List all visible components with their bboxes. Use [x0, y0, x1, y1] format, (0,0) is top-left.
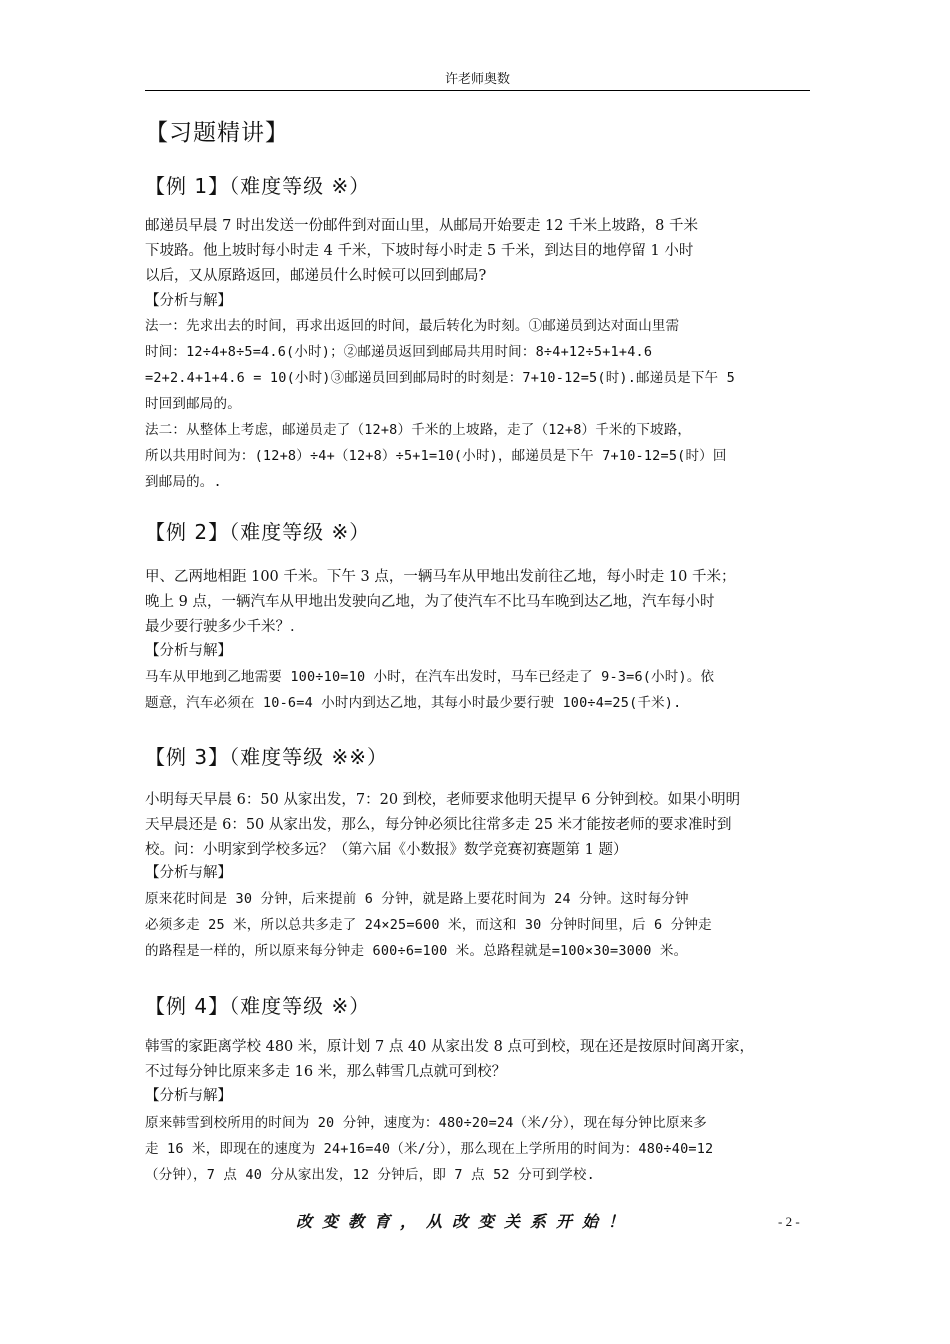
problem-line: 小明每天早晨 6：50 从家出发，7：20 到校，老师要求他明天提早 6 分钟到校。如果小明明 [145, 792, 741, 808]
page-header [145, 70, 810, 91]
example-3-solution [145, 886, 810, 964]
example-3-problem [145, 788, 810, 863]
example-1-problem [145, 214, 810, 289]
solution-line: 法一：先求出去的时间，再求出返回的时间，最后转化为时刻。①邮递员到达对面山里需 [145, 318, 680, 334]
problem-line: 韩雪的家距离学校 480 米，原计划 7 点 40 从家出发 8 点可到校，现在还是按原时间离开家， [145, 1039, 754, 1055]
example-4-problem [145, 1035, 810, 1085]
example-3-title: 【例 3】（难度等级 ※※） [145, 745, 388, 769]
solution-line: 时间：12÷4+8÷5=4.6(小时)；②邮递员返回到邮局共用时间：8÷4+12÷5+1+4.6 [145, 344, 653, 360]
problem-line: 下坡路。他上坡时每小时走 4 千米，下坡时每小时走 5 千米，到达目的地停留 1 小时 [145, 243, 694, 259]
solution-line: 题意，汽车必须在 10-6=4 小时内到达乙地，其每小时最少要行驶 100÷4=25(千米). [145, 695, 682, 711]
solution-line: 到邮局的。. [145, 474, 222, 490]
problem-line: 甲、乙两地相距 100 千米。下午 3 点，一辆马车从甲地出发前往乙地，每小时走 10 千米； [145, 569, 736, 585]
footer-slogan: 改变教育，从改变关系开始！ [296, 1212, 635, 1231]
problem-line: 以后，又从原路返回，邮递员什么时候可以回到邮局? [145, 268, 487, 284]
example-2-title: 【例 2】（难度等级 ※） [145, 520, 371, 544]
page-number: - 2 - [778, 1214, 800, 1229]
example-4-solution [145, 1110, 810, 1188]
problem-line: 校。问：小明家到学校多远？（第六届《小数报》数学竞赛初赛题第 1 题） [145, 842, 628, 858]
example-1-title: 【例 1】（难度等级 ※） [145, 174, 371, 198]
solution-line: 走 16 米，即现在的速度为 24+16=40（米/分），那么现在上学所用的时间为：480÷40=12 [145, 1141, 714, 1157]
solution-line: =2+2.4+1+4.6 = 10(小时)③邮递员回到邮局时的时刻是：7+10-12=5(时).邮递员是下午 5 [145, 370, 735, 386]
solution-line: 必须多走 25 米，所以总共多走了 24×25=600 米，而这和 30 分钟时间里，后 6 分钟走 [145, 917, 712, 933]
solution-line: 原来韩雪到校所用的时间为 20 分钟，速度为：480÷20=24（米/分），现在每分钟比原来多 [145, 1115, 707, 1131]
example-1-solution [145, 313, 810, 495]
problem-line: 最少要行驶多少千米？. [145, 619, 295, 635]
problem-line: 不过每分钟比原来多走 16 米，那么韩雪几点就可到校？ [145, 1064, 507, 1080]
problem-line: 天早晨还是 6：50 从家出发，那么，每分钟必须比往常多走 25 米才能按老师的要求准时到 [145, 817, 732, 833]
example-3-analysis-label: 【分析与解】 [145, 865, 232, 881]
solution-line: 所以共用时间为：(12+8）÷4+（12+8）÷5+1=10(小时)，邮递员是下午 7+10-12=5(时）回 [145, 448, 727, 464]
solution-line: 马车从甲地到乙地需要 100÷10=10 小时，在汽车出发时，马车已经走了 9-3=6(小时)。依 [145, 669, 715, 685]
example-2-problem [145, 565, 810, 640]
example-2-analysis-label: 【分析与解】 [145, 643, 232, 659]
example-4-title: 【例 4】（难度等级 ※） [145, 994, 371, 1018]
solution-line: 的路程是一样的，所以原来每分钟走 600÷6=100 米。总路程就是=100×30=3000 米。 [145, 943, 688, 959]
section-title: 【习题精讲】 [145, 120, 289, 146]
solution-line: 时回到邮局的。 [145, 396, 241, 412]
solution-line: 法二：从整体上考虑，邮递员走了（12+8）千米的上坡路，走了（12+8）千米的下坡路， [145, 422, 692, 438]
example-2-solution [145, 664, 810, 716]
problem-line: 晚上 9 点，一辆汽车从甲地出发驶向乙地，为了使汽车不比马车晚到达乙地，汽车每小时 [145, 594, 715, 610]
solution-line: （分钟），7 点 40 分从家出发，12 分钟后，即 7 点 52 分可到学校. [145, 1167, 595, 1183]
header-title: 许老师奥数 [444, 72, 510, 87]
solution-line: 原来花时间是 30 分钟，后来提前 6 分钟，就是路上要花时间为 24 分钟。这时每分钟 [145, 891, 689, 907]
example-1-analysis-label: 【分析与解】 [145, 293, 232, 309]
example-4-analysis-label: 【分析与解】 [145, 1088, 232, 1104]
problem-line: 邮递员早晨 7 时出发送一份邮件到对面山里，从邮局开始要走 12 千米上坡路，8 千米 [145, 218, 698, 234]
